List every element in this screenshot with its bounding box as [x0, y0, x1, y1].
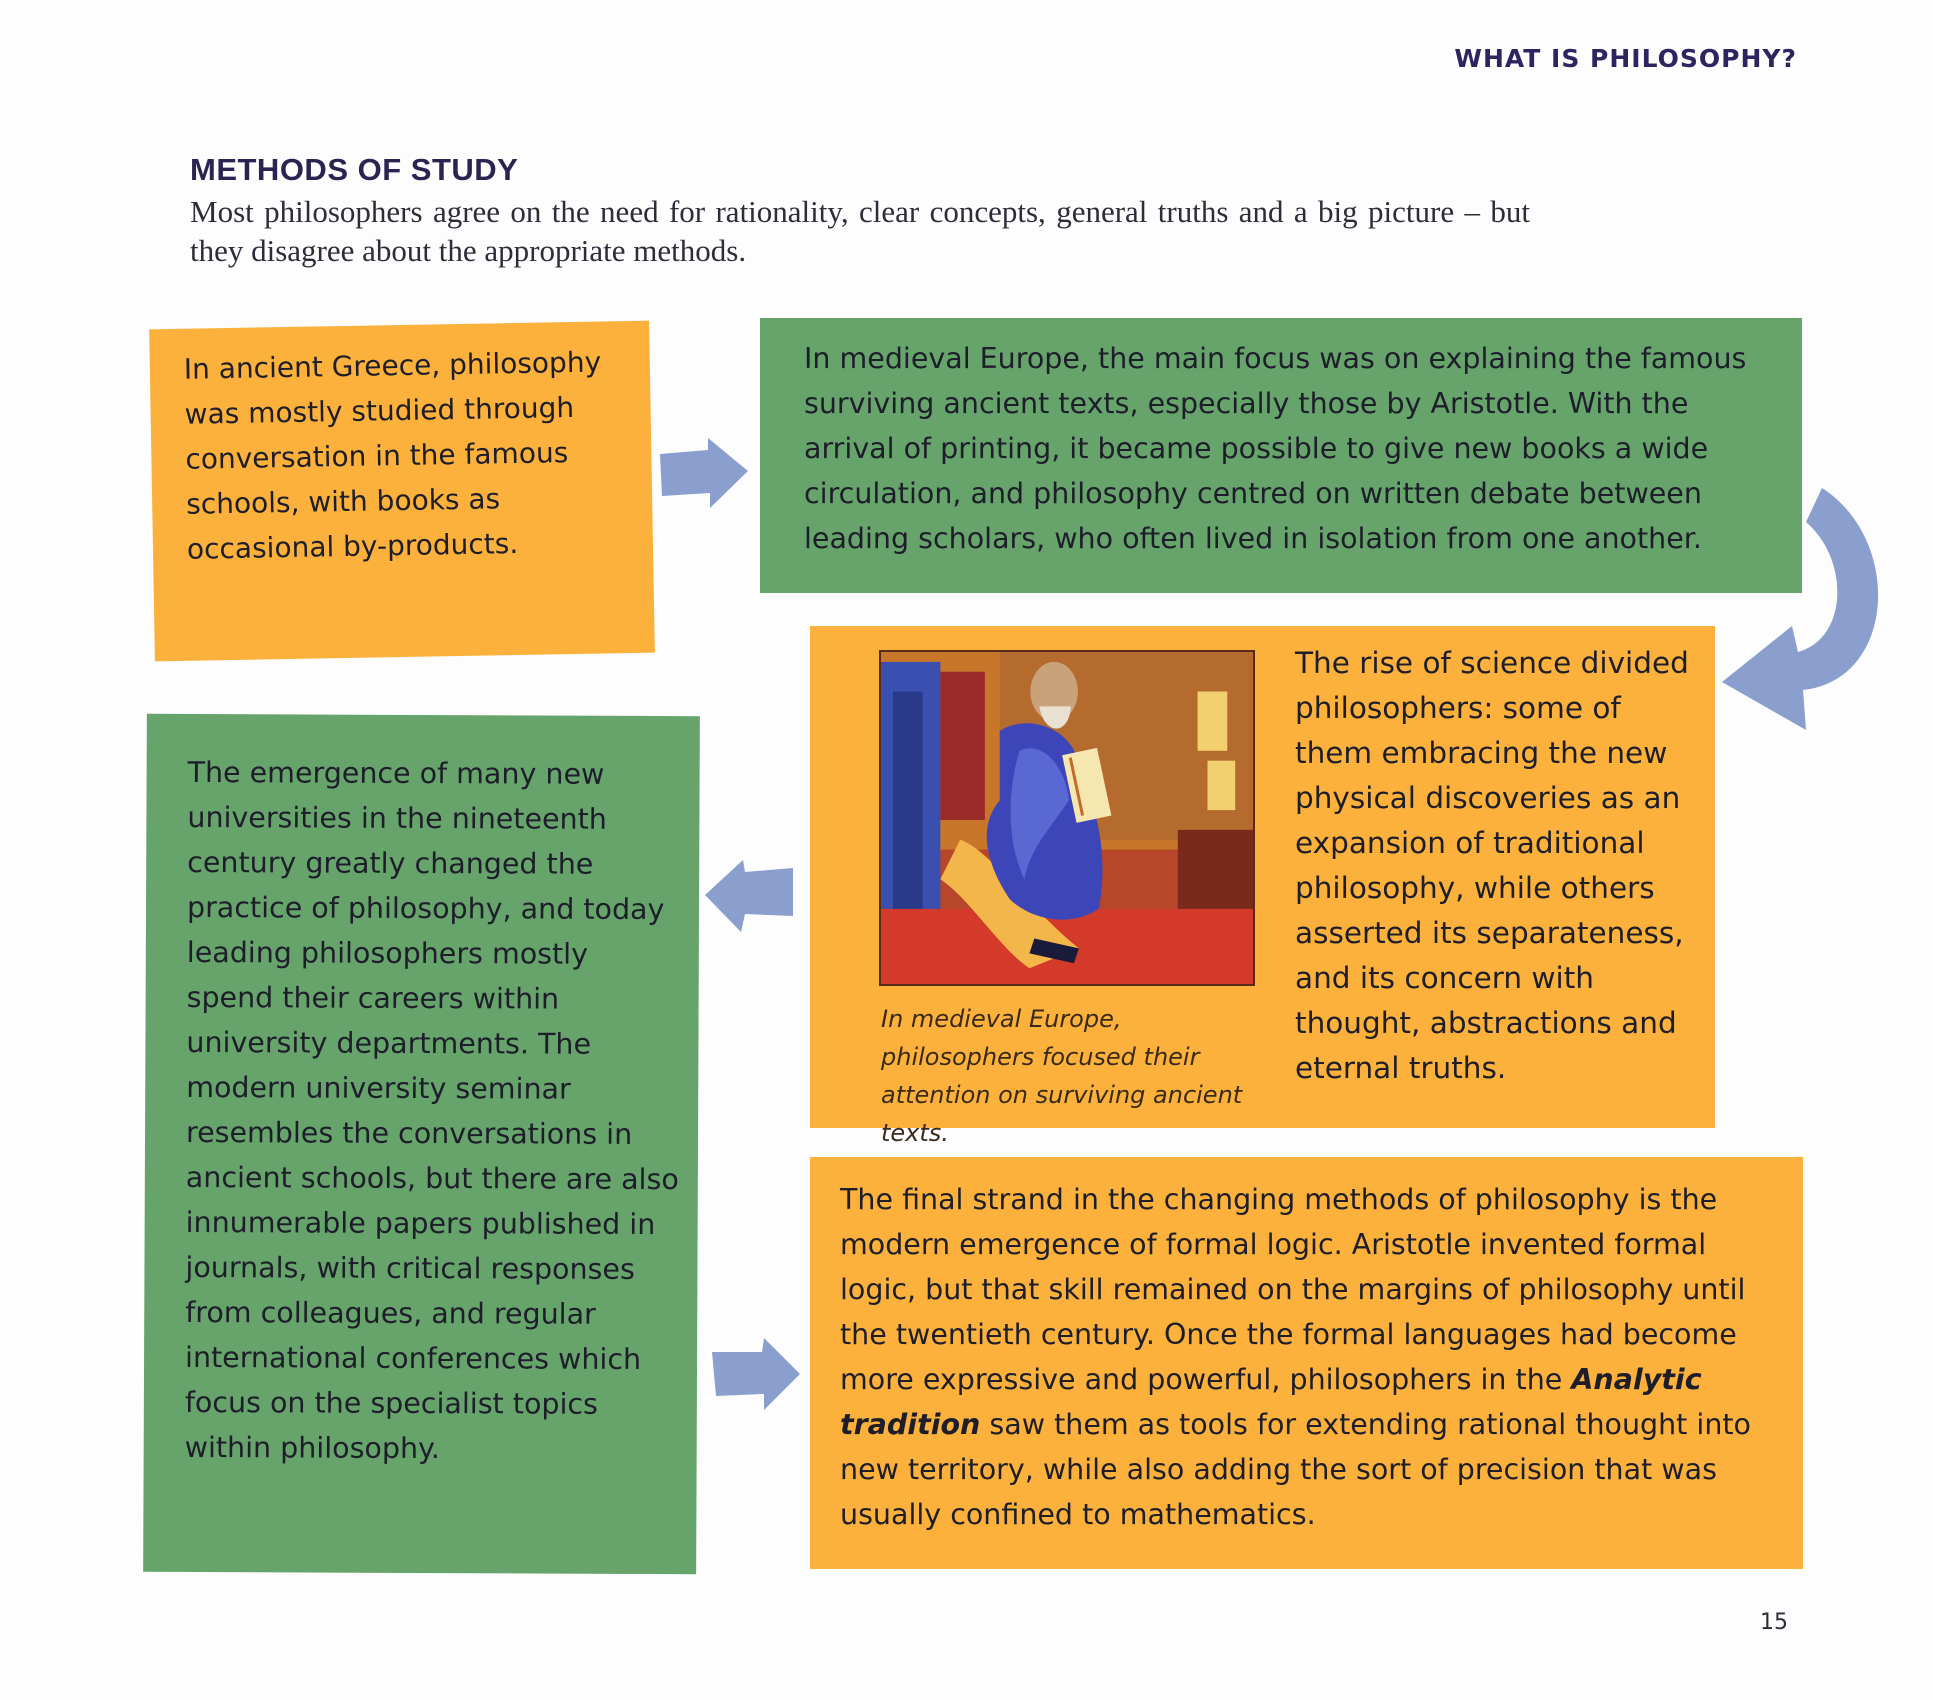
- rise-of-science-box: [810, 626, 1715, 1147]
- page-number: 15: [1760, 1610, 1788, 1635]
- universities-box: [143, 714, 700, 1574]
- running-header: WHAT IS PHILOSOPHY?: [1454, 44, 1797, 73]
- formal-logic-text: [840, 1183, 1751, 1531]
- formal-logic-text-start: The final strand in the changing methods of philosophy is the modern emergence of formal logic. Aristotle invented formal logic, but that skill remained on the margins of philosophy until the twentieth century. Once the formal languages had become more expressive and powerful, philosophers in the: [840, 1183, 1746, 1396]
- arrow-left-icon: [703, 860, 795, 932]
- formal-logic-box: [810, 1157, 1803, 1569]
- arrow-right-icon: [658, 438, 750, 508]
- analytic-tradition-term: Analytic tradition: [840, 1363, 1702, 1441]
- illustration-caption: In medieval Europe, philosophers focused their attention on surviving ancient texts.: [881, 1005, 1243, 1147]
- ancient-greece-text: In ancient Greece, philosophy was mostly studied through conversation in the famous schools, with books as occasional by-products.: [183, 345, 602, 566]
- section-intro: Most philosophers agree on the need for rationality, clear concepts, general truths and a big picture – but they disagree about the appropriate methods.: [190, 194, 1530, 268]
- curved-arrow-icon: [1718, 480, 1898, 740]
- medieval-europe-box: [760, 318, 1802, 593]
- rise-of-science-text: The rise of science divided philosophers: some of them embracing the new physical discoveries as an expansion of traditional philosophy, while others asserted its separateness, and its concern with thought, abstractions and eternal truths.: [1295, 646, 1689, 1085]
- scholar-illustration: [879, 650, 1255, 986]
- universities-text: The emergence of many new universities in the nineteenth century greatly changed the practice of philosophy, and today leading philosophers mostly spend their careers within university departments. The modern university seminar resembles the conversations in ancient schools, but there are also innumerable papers published in journals, with critical responses from colleagues, and regular international conferences which focus on the specialist topics within philosophy.: [184, 755, 679, 1466]
- section-title: METHODS OF STUDY: [190, 152, 519, 187]
- ancient-greece-box: [149, 321, 655, 662]
- formal-logic-text-end: saw them as tools for extending rational thought into new territory, while also adding the sort of precision that was usually confined to mathematics.: [840, 1408, 1751, 1531]
- medieval-europe-text: In medieval Europe, the main focus was on explaining the famous surviving ancient texts, especially those by Aristotle. With the arrival of printing, it became possible to give new books a wide circulation, and philosophy centred on written debate between leading scholars, who often lived in isolation from one another.: [804, 342, 1747, 555]
- arrow-right-icon: [710, 1338, 802, 1410]
